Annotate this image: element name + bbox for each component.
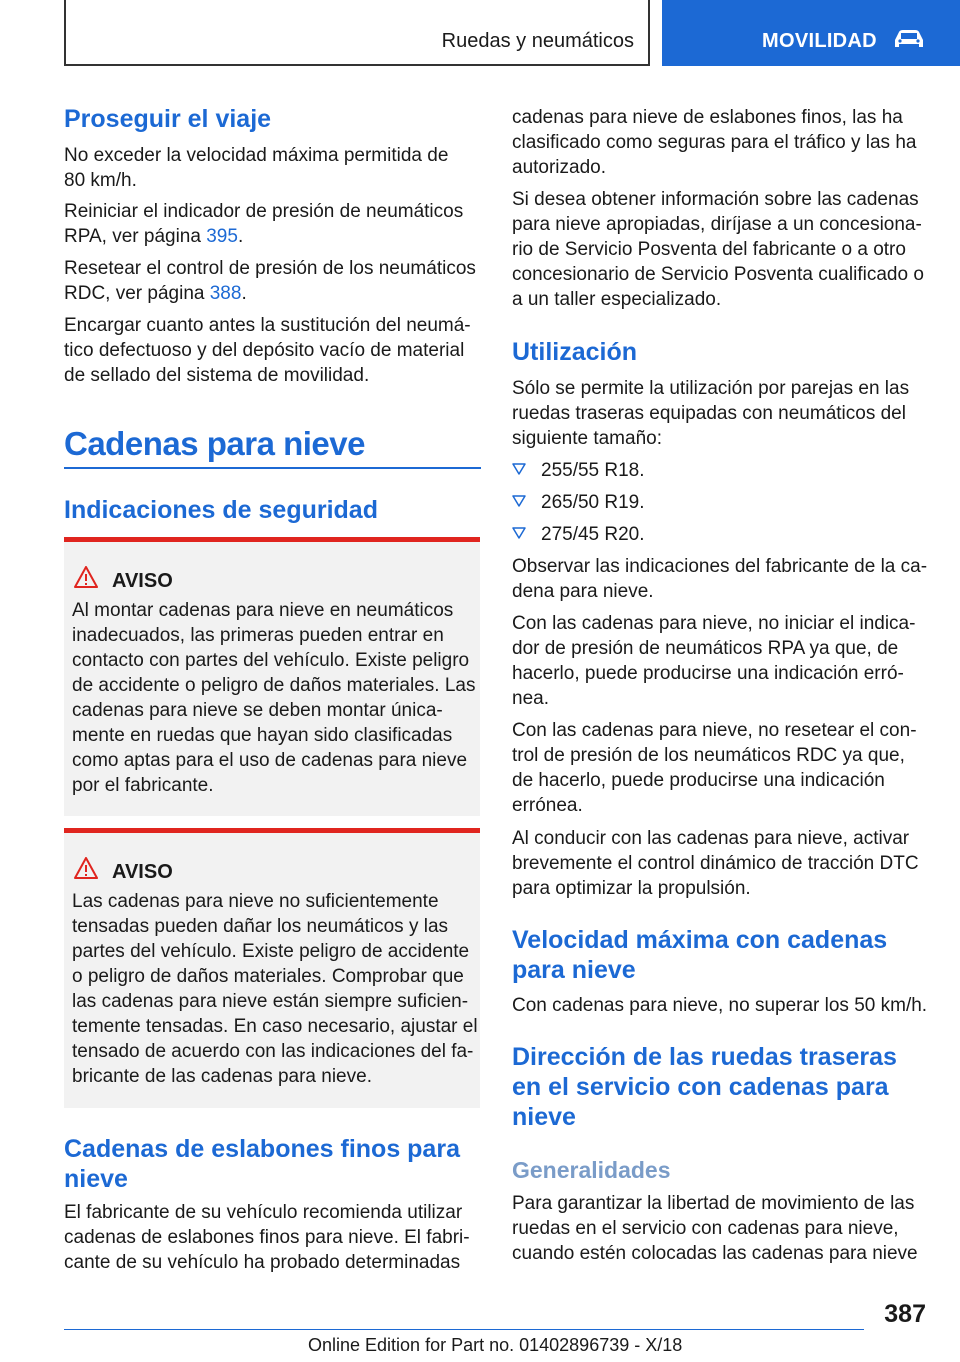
text-line: tensadas pueden dañar los neumáticos y las	[72, 916, 449, 937]
footer-divider	[64, 1329, 864, 1330]
text-line: a un taller especializado.	[512, 289, 722, 310]
text-line: Al conducir con las cadenas para nieve, activar	[512, 828, 910, 849]
text-line: trol de presión de los neumáticos RDC ya que,	[512, 745, 905, 766]
text-line	[64, 224, 463, 249]
heading-velocidad	[512, 925, 887, 985]
heading-line: nieve	[512, 1103, 576, 1131]
text-line: ruedas traseras equipadas con neumáticos del	[512, 403, 906, 424]
warning-label: AVISO	[112, 570, 173, 592]
text-line: inadecuados, las primeras pueden entrar en	[72, 625, 444, 646]
header-section-title: Ruedas y neumáticos	[441, 30, 634, 52]
paragraph	[512, 826, 919, 901]
warning-label: AVISO	[112, 861, 173, 883]
car-icon	[892, 28, 926, 50]
text-line: ruedas en el servicio con cadenas para nieve,	[512, 1218, 899, 1239]
text-span: .	[237, 226, 244, 247]
paragraph	[512, 993, 927, 1018]
text-span: RPA, ver página	[64, 226, 207, 247]
page-number: 387	[884, 1300, 926, 1328]
text-span: .	[241, 283, 247, 304]
footer-edition: Online Edition for Part no. 01402896739 - X/18	[308, 1335, 683, 1355]
heading-proseguir: Proseguir el viaje	[64, 105, 272, 133]
paragraph	[512, 105, 916, 180]
paragraph	[512, 611, 915, 711]
text-line: cadenas de eslabones finos para nieve. El fabri‐	[64, 1227, 470, 1248]
list-item-text: 255/55 R18.	[541, 460, 645, 481]
text-line: por el fabricante.	[72, 775, 214, 796]
text-line: cadenas para nieve se deben montar única‐	[72, 700, 443, 721]
heading-indicaciones: Indicaciones de seguridad	[64, 496, 378, 524]
text-line: clasificado como seguras para el tráfico y las ha	[512, 132, 917, 153]
bullet-triangle-icon	[512, 526, 526, 540]
header-section-box	[64, 0, 650, 66]
text-line: de hacerlo, puede producirse una indicación	[512, 770, 885, 791]
paragraph	[64, 1200, 470, 1275]
paragraph	[64, 143, 448, 193]
paragraph	[64, 256, 476, 306]
text-line: Si desea obtener información sobre las cadenas	[512, 189, 919, 210]
text-line: errónea.	[512, 795, 583, 816]
text-line: concesionario de Servicio Posventa cualificado o	[512, 264, 924, 285]
header-category-tab[interactable]	[662, 0, 960, 66]
text-line: dena para nieve.	[512, 581, 654, 602]
warning-box	[64, 537, 480, 816]
text-line: partes del vehículo. Existe peligro de accidente	[72, 941, 470, 962]
warning-text	[72, 598, 478, 798]
page-link-388[interactable]: 388	[209, 283, 242, 304]
heading-line: Cadenas de eslabones finos para	[64, 1135, 460, 1163]
list-item-text: 275/45 R20.	[541, 524, 645, 545]
text-line: tico defectuoso y del depósito vacío de material	[64, 340, 465, 361]
text-line: Observar las indicaciones del fabricante de la ca‐	[512, 556, 928, 577]
text-line: tensado de acuerdo con las indicaciones del fa‐	[72, 1041, 474, 1062]
bullet-triangle-icon	[512, 494, 526, 508]
text-line: Reiniciar el indicador de presión de neumáticos	[64, 201, 464, 222]
text-line: rio de Servicio Posventa del fabricante o a otro	[512, 239, 906, 260]
heading-direccion	[512, 1042, 897, 1132]
text-line: dor de presión de neumáticos RPA ya que, de	[512, 638, 899, 659]
warning-icon	[74, 857, 98, 879]
text-line: cuando estén colocadas las cadenas para nieve	[512, 1243, 918, 1264]
heading-utilizacion: Utilización	[512, 338, 638, 366]
text-line: Con las cadenas para nieve, no iniciar el indica‐	[512, 613, 916, 634]
paragraph	[64, 313, 471, 388]
paragraph	[64, 199, 463, 249]
text-line: Resetear el control de presión de los neumáticos	[64, 258, 476, 279]
heading-line: Dirección de las ruedas traseras	[512, 1043, 897, 1071]
text-span: RDC, ver página	[64, 283, 210, 304]
warning-box	[64, 828, 480, 1108]
paragraph	[512, 187, 924, 312]
text-line: bricante de las cadenas para nieve.	[72, 1066, 372, 1087]
header-category-label: MOVILIDAD	[762, 30, 877, 52]
text-line: para optimizar la propulsión.	[512, 878, 751, 899]
bullet-triangle-icon	[512, 462, 526, 476]
text-line: Sólo se permite la utilización por parejas en las	[512, 378, 910, 399]
heading-line: nieve	[64, 1165, 128, 1193]
text-line: El fabricante de su vehículo recomienda utilizar	[64, 1202, 463, 1223]
text-line: No exceder la velocidad máxima permitida de	[64, 145, 449, 166]
list-item-text: 265/50 R19.	[541, 492, 645, 513]
text-line: hacerlo, puede producirse una indicación erró‐	[512, 663, 904, 684]
chapter-title: Cadenas para nieve	[64, 425, 365, 462]
heading-line: en el servicio con cadenas para	[512, 1073, 889, 1101]
text-line	[64, 281, 476, 306]
text-line: cadenas para nieve de eslabones finos, las ha	[512, 107, 903, 128]
text-line: Con las cadenas para nieve, no resetear el con‐	[512, 720, 917, 741]
heading-generalidades: Generalidades	[512, 1157, 671, 1183]
text-line: contacto con partes del vehículo. Existe peligro	[72, 650, 470, 671]
text-line: Con cadenas para nieve, no superar los 50 km/h.	[512, 995, 928, 1016]
text-line: Las cadenas para nieve no suficientemente	[72, 891, 439, 912]
paragraph	[512, 376, 909, 451]
text-line: nea.	[512, 688, 549, 709]
paragraph	[512, 718, 917, 818]
warning-icon	[74, 566, 98, 588]
text-line: o peligro de daños materiales. Comprobar que	[72, 966, 464, 987]
paragraph	[512, 1191, 918, 1266]
heading-line: para nieve	[512, 956, 636, 984]
text-line: siguiente tamaño:	[512, 428, 662, 449]
heading-line: Velocidad máxima con cadenas	[512, 926, 888, 954]
warning-text	[72, 889, 478, 1089]
text-line: de sellado del sistema de movilidad.	[64, 365, 370, 386]
text-line: para nieve apropiadas, diríjase a un concesiona‐	[512, 214, 922, 235]
text-line: autorizado.	[512, 157, 607, 178]
text-line: las cadenas para nieve están siempre suficien‐	[72, 991, 469, 1012]
text-line: Para garantizar la libertad de movimiento de las	[512, 1193, 915, 1214]
heading-eslabones	[64, 1134, 460, 1194]
paragraph	[512, 554, 927, 604]
text-line: brevemente el control dinámico de tracción DTC	[512, 853, 919, 874]
text-line: como aptas para el uso de cadenas para nieve	[72, 750, 468, 771]
page-link-395[interactable]: 395	[206, 226, 238, 247]
chapter-divider	[64, 467, 481, 469]
text-line: Encargar cuanto antes la sustitución del neumá‐	[64, 315, 471, 336]
text-line: Al montar cadenas para nieve en neumáticos	[72, 600, 454, 621]
text-line: cante de su vehículo ha probado determinadas	[64, 1252, 461, 1273]
text-line: de accidente o peligro de daños materiales. Las	[72, 675, 476, 696]
text-line: mente en ruedas que hayan sido clasificadas	[72, 725, 453, 746]
text-line: 80 km/h.	[64, 170, 137, 191]
text-line: temente tensadas. En caso necesario, ajustar el	[72, 1016, 478, 1037]
